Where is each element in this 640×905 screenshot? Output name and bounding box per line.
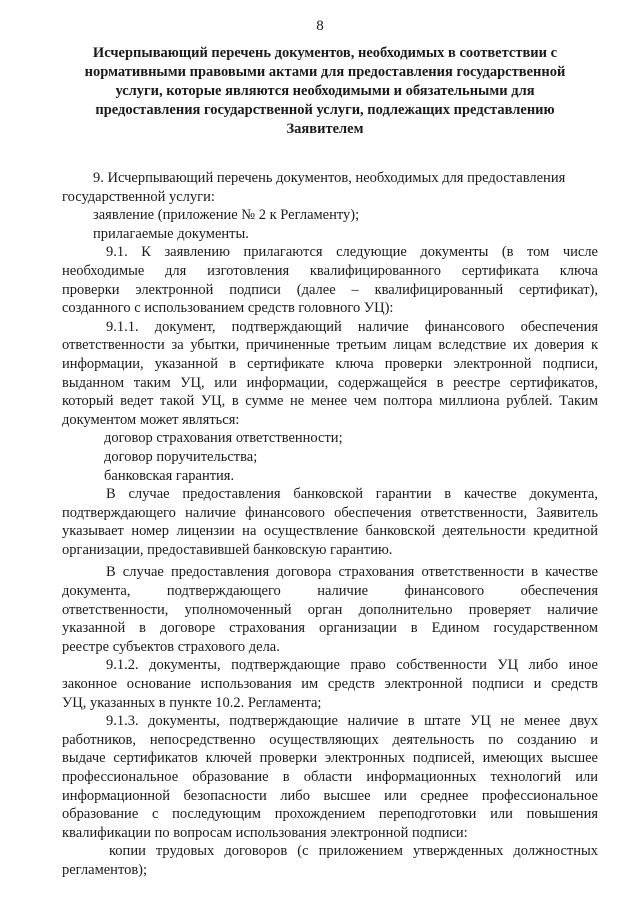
paragraph-line: информационной безопасности либо высшее или среднее профессиональное	[62, 787, 598, 804]
paragraph-line: указывает номер лицензии на осуществление банковской деятельности кредитной	[62, 523, 598, 540]
heading-line: предоставления государственной услуги, подлежащих представлению	[95, 102, 555, 118]
paragraph-line: законное основание использования им средств электронной подписи и средств	[62, 676, 598, 693]
paragraph-line: копии трудовых договоров (с приложением утвержденных должностных	[109, 843, 598, 860]
paragraph-line: проверки электронной подписи (далее – квалифицированный сертификат),	[62, 281, 598, 298]
paragraph-line: регламентов);	[62, 861, 148, 878]
paragraph-line: квалификации по вопросам использования электронной подписи:	[62, 824, 468, 841]
paragraph-line: необходимые для изготовления квалифицированного сертификата ключа	[62, 262, 598, 279]
paragraph-line: профессиональное образование в области информационных технологий или	[62, 769, 598, 785]
paragraph-line: заявление (приложение № 2 к Регламенту);	[93, 207, 360, 224]
paragraph-line: указанной в договоре страхования организации в Едином государственном	[62, 620, 598, 637]
paragraph-line: 9.1.2. документы, подтверждающие право собственности УЦ либо иное	[106, 657, 598, 674]
list-item: банковская гарантия.	[104, 467, 235, 484]
heading-line: Заявителем	[286, 121, 364, 137]
section-heading	[60, 44, 590, 139]
paragraph-line: В случае предоставления договора страхования ответственности в качестве	[106, 564, 598, 581]
paragraph-line: работников, непосредственно осуществляющих деятельность по созданию и	[62, 731, 598, 748]
paragraph-line: ответственности за убытки, причиненные третьим лицам вследствие их доверия к	[62, 337, 598, 354]
list-item: договор страхования ответственности;	[104, 430, 343, 447]
list-item: договор поручительства;	[104, 448, 258, 465]
heading-line: нормативными правовыми актами для предоставления государственной	[84, 64, 566, 80]
paragraph-line: образование с последующим прохождением переподготовки или повышения	[62, 806, 598, 823]
heading-line: Исчерпывающий перечень документов, необходимых в соответствии с	[92, 45, 558, 61]
paragraph-line: выданном таким УЦ, или информации, содержащейся в реестре сертификатов,	[62, 374, 598, 391]
paragraph-line: созданного с использованием средств головного УЦ):	[62, 300, 394, 317]
paragraph-line: государственной услуги:	[62, 188, 215, 205]
paragraph-line: 9.1. К заявлению прилагаются следующие документы (в том числе	[106, 244, 598, 261]
paragraph-line: В случае предоставления банковской гарантии в качестве документа,	[106, 486, 598, 503]
paragraph-line: 9. Исчерпывающий перечень документов, необходимых для предоставления	[93, 170, 566, 186]
paragraph-line: организации, предоставившей банковскую гарантию.	[62, 541, 393, 558]
paragraph-line: документом может являться:	[62, 411, 240, 428]
paragraph-line: который ведет такой УЦ, в сумме не менее чем полтора миллиона рублей. Таким	[62, 393, 598, 410]
paragraph-line: прилагаемые документы.	[93, 225, 249, 242]
paragraph-line: информации, указанной в сертификате ключа проверки электронной подписи,	[62, 355, 598, 372]
paragraph-line: 9.1.3. документы, подтверждающие наличие в штате УЦ не менее двух	[106, 713, 598, 730]
paragraph-line: УЦ, указанных в пункте 10.2. Регламента;	[62, 694, 322, 711]
page-number: 8	[316, 18, 324, 34]
paragraph-line: выдаче сертификатов ключей проверки электронных подписей, имеющих высшее	[62, 750, 598, 767]
paragraph-line: документа, подтверждающего наличие финансового обеспечения	[62, 583, 598, 600]
heading-line: услуги, которые являются необходимыми и обязательными для	[115, 83, 535, 99]
paragraph-line: реестре субъектов страхового дела.	[62, 638, 280, 655]
paragraph-line: ответственности, уполномоченный орган дополнительно проверяет наличие	[62, 601, 598, 618]
paragraph-line: 9.1.1. документ, подтверждающий наличие финансового обеспечения	[106, 318, 598, 335]
body-text	[62, 169, 598, 880]
paragraph-line: подтверждающего наличие финансового обеспечения ответственности, Заявитель	[62, 504, 598, 521]
